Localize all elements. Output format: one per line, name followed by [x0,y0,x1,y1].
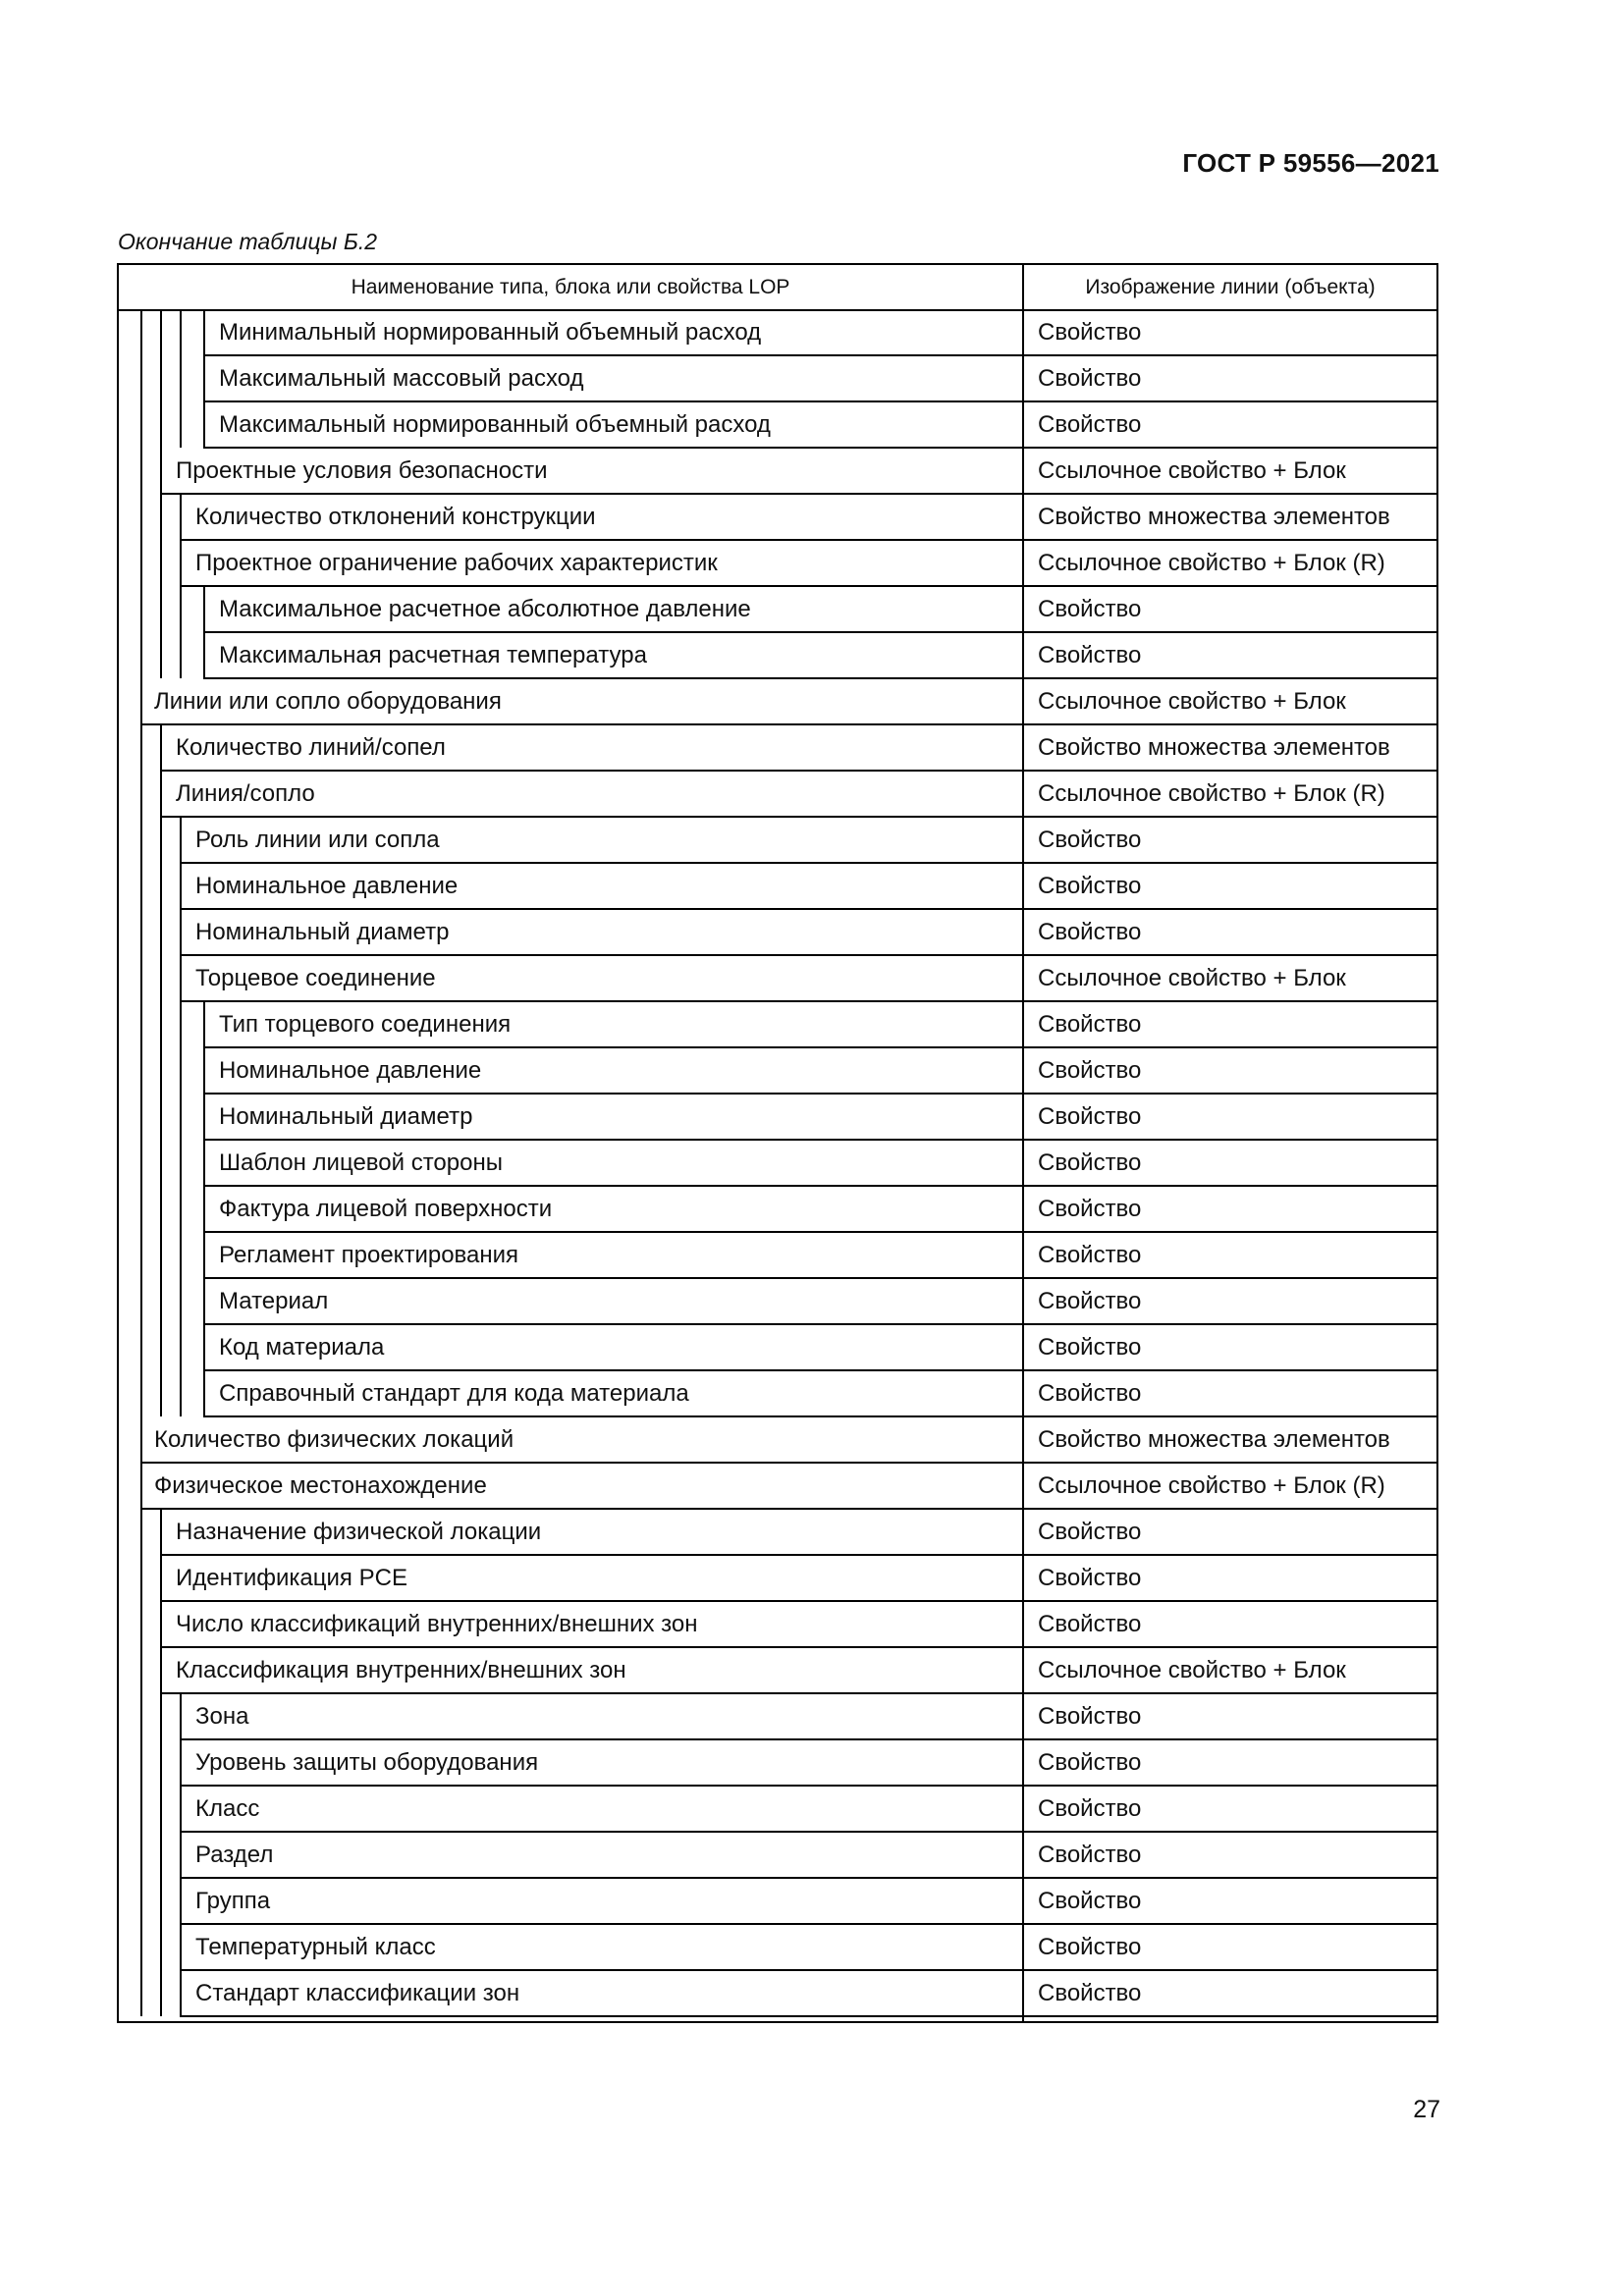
table-row [119,863,1436,909]
table-row [119,909,1436,955]
tree-indent-line [203,1001,205,1416]
table-row [119,355,1436,401]
tree-indent-line [203,586,205,678]
tree-indent-line [140,309,142,2016]
table-row [119,1232,1436,1278]
row-line-type: Свойство [1038,1149,1142,1176]
table-row [119,1970,1436,2016]
row-line-type: Свойство множества элементов [1038,504,1390,530]
table-row [119,1786,1436,1832]
row-name: Номинальный диаметр [195,919,450,945]
row-line-type: Свойство [1038,1196,1142,1222]
row-line-type: Свойство [1038,1749,1142,1776]
row-name: Код материала [219,1334,385,1361]
tree-indent-line [180,309,182,448]
row-name: Физическое местонахождение [154,1472,487,1499]
table-row [119,1370,1436,1416]
row-line-type: Свойство [1038,1565,1142,1591]
row-line-type: Ссылочное свойство + Блок [1038,1657,1346,1683]
tree-indent-line [160,1509,162,2016]
table-row [119,1186,1436,1232]
row-name: Стандарт классификации зон [195,1980,520,2006]
table-row [119,494,1436,540]
row-name: Количество физических локаций [154,1426,514,1453]
row-line-type: Свойство [1038,1103,1142,1130]
row-line-type: Свойство множества элементов [1038,734,1390,761]
row-line-type: Ссылочное свойство + Блок [1038,688,1346,715]
row-line-type: Свойство [1038,873,1142,899]
row-line-type: Свойство [1038,1057,1142,1084]
row-name: Торцевое соединение [195,965,436,991]
table-caption: Окончание таблицы Б.2 [118,229,378,254]
row-name: Количество отклонений конструкции [195,504,596,530]
row-line-type: Свойство [1038,1380,1142,1407]
row-name: Температурный класс [195,1934,436,1960]
row-line-type: Свойство [1038,365,1142,392]
table-row [119,1924,1436,1970]
table-row [119,1094,1436,1140]
tree-indent-line [180,817,182,1416]
row-line-type: Свойство [1038,1611,1142,1637]
row-name: Проектные условия безопасности [176,457,548,484]
row-name: Фактура лицевой поверхности [219,1196,553,1222]
row-line-type: Свойство [1038,642,1142,668]
row-name: Роль линии или сопла [195,827,440,853]
row-line-type: Свойство [1038,1011,1142,1038]
tree-indent-line [160,309,162,678]
row-line-type: Свойство [1038,919,1142,945]
table-row [119,1555,1436,1601]
row-line-type: Ссылочное свойство + Блок (R) [1038,550,1385,576]
row-name: Номинальный диаметр [219,1103,473,1130]
row-name: Классификация внутренних/внешних зон [176,1657,626,1683]
row-line-type: Ссылочное свойство + Блок (R) [1038,1472,1385,1499]
row-name: Максимальный массовый расход [219,365,584,392]
table-row [119,586,1436,632]
row-line-type: Свойство множества элементов [1038,1426,1390,1453]
column-header-image: Изображение линии (объекта) [1085,275,1376,298]
row-name: Минимальный нормированный объемный расход [219,319,762,346]
row-name: Максимальный нормированный объемный расход [219,411,771,438]
table-row [119,678,1436,724]
row-name: Регламент проектирования [219,1242,519,1268]
table-row [119,401,1436,448]
table-row [119,1739,1436,1786]
row-name: Справочный стандарт для кода материала [219,1380,689,1407]
table-row [119,1509,1436,1555]
row-line-type: Свойство [1038,1842,1142,1868]
column-header-name: Наименование типа, блока или свойства LOP [351,275,790,298]
row-line-type: Свойство [1038,1888,1142,1914]
row-name: Номинальное давление [195,873,459,899]
row-name: Уровень защиты оборудования [195,1749,539,1776]
lop-table [117,263,1438,2023]
row-line-type: Ссылочное свойство + Блок [1038,457,1346,484]
table-row [119,540,1436,586]
table-row [119,1693,1436,1739]
tree-indent-line [180,1693,182,2016]
table-row [119,1647,1436,1693]
row-name: Проектное ограничение рабочих характеристик [195,550,718,576]
table-row [119,309,1436,355]
table-row [119,1832,1436,1878]
row-name: Линии или сопло оборудования [154,688,502,715]
row-line-type: Ссылочное свойство + Блок (R) [1038,780,1385,807]
row-name: Номинальное давление [219,1057,482,1084]
table-row [119,1463,1436,1509]
row-name: Число классификаций внутренних/внешних зон [176,1611,698,1637]
table-row [119,632,1436,678]
row-line-type: Свойство [1038,1334,1142,1361]
table-header [119,265,1436,311]
table-row [119,1278,1436,1324]
row-name: Тип торцевого соединения [219,1011,512,1038]
row-line-type: Свойство [1038,1519,1142,1545]
table-row [119,1140,1436,1186]
tree-indent-line [180,494,182,678]
table-row [119,1878,1436,1924]
standard-number: ГОСТ Р 59556—2021 [1182,148,1439,178]
row-name: Группа [195,1888,271,1914]
table-row [119,817,1436,863]
row-line-type: Свойство [1038,1703,1142,1730]
table-row [119,448,1436,494]
table-row [119,955,1436,1001]
table-row [119,771,1436,817]
row-line-type: Свойство [1038,596,1142,622]
row-line-type: Свойство [1038,1980,1142,2006]
row-name: Материал [219,1288,329,1314]
row-line-type: Ссылочное свойство + Блок [1038,965,1346,991]
row-line-type: Свойство [1038,319,1142,346]
tree-indent-line [203,309,205,448]
table-row [119,1324,1436,1370]
row-name: Количество линий/сопел [176,734,446,761]
row-line-type: Свойство [1038,1288,1142,1314]
table-row [119,724,1436,771]
table-row [119,1601,1436,1647]
row-line-type: Свойство [1038,1242,1142,1268]
row-name: Класс [195,1795,260,1822]
row-name: Шаблон лицевой стороны [219,1149,503,1176]
row-name: Назначение физической локации [176,1519,542,1545]
table-row [119,1416,1436,1463]
tree-indent-line [160,724,162,1416]
row-line-type: Свойство [1038,1795,1142,1822]
row-name: Максимальное расчетное абсолютное давление [219,596,751,622]
row-line-type: Свойство [1038,827,1142,853]
row-name: Идентификация PCE [176,1565,407,1591]
row-name: Максимальная расчетная температура [219,642,647,668]
page-number: 27 [1413,2096,1440,2123]
row-line-type: Свойство [1038,411,1142,438]
table-row [119,1047,1436,1094]
row-name: Зона [195,1703,249,1730]
row-line-type: Свойство [1038,1934,1142,1960]
table-row [119,1001,1436,1047]
row-name: Раздел [195,1842,274,1868]
row-name: Линия/сопло [176,780,315,807]
